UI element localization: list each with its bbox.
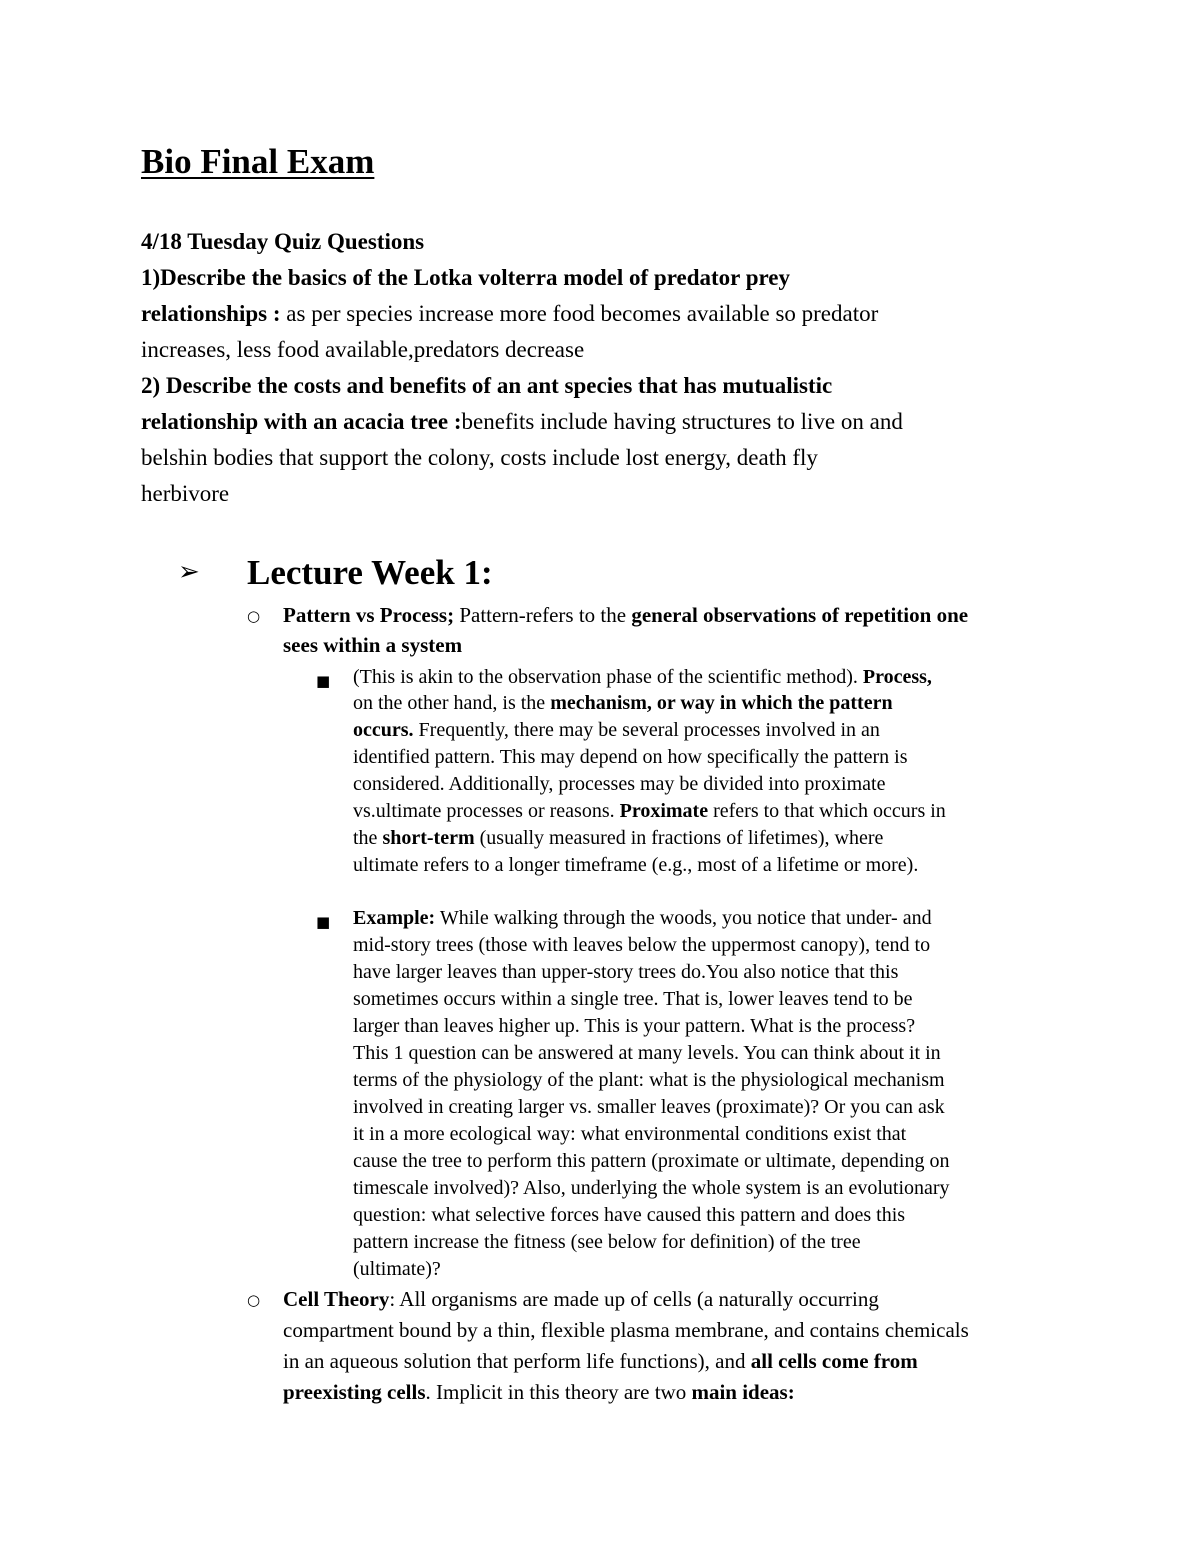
process-text-2: on the other hand, is the: [353, 692, 551, 714]
process-text-3: Frequently, there may be several processes involved in an: [413, 719, 880, 741]
cell-theory-term: Cell Theory: [283, 1287, 390, 1311]
process-text-7b: (usually measured in fractions of lifetimes), where: [474, 827, 884, 849]
main-ideas-term: main ideas:: [691, 1380, 795, 1404]
example-line-4: sometimes occurs within a single tree. That is, lower leaves tend to be: [353, 988, 913, 1010]
quiz-question-2-line-3: [141, 440, 818, 476]
example-line-12: question: what selective forces have caused this pattern and does this: [353, 1204, 906, 1226]
q2-answer-4: herbivore: [141, 481, 230, 506]
q2-text-1: 2) Describe the costs and benefits of an ant species that has mutualistic: [141, 373, 833, 398]
cell-theory-bold-4: preexisting cells: [283, 1380, 426, 1404]
pattern-text: Pattern-refers to the: [454, 603, 632, 627]
quiz-question-2-line-2: [141, 404, 903, 440]
pattern-line-1: [283, 603, 968, 628]
cell-theory-line-3: [283, 1349, 918, 1374]
lecture-heading: Lecture Week 1:: [247, 553, 493, 592]
quiz-question-1-line-3: [141, 332, 584, 368]
process-bold-3: occurs.: [353, 719, 414, 741]
process-text-1: (This is akin to the observation phase of the scientific method).: [353, 666, 863, 688]
circle-bullet-icon: ○: [247, 607, 261, 625]
process-line-4: identified pattern. This may depend on how specifically the pattern is: [353, 746, 908, 768]
arrow-bullet-icon: ➢: [178, 557, 200, 587]
example-line-10: cause the tree to perform this pattern (proximate or ultimate, depending on: [353, 1150, 950, 1172]
example-line-2: mid-story trees (those with leaves below the uppermost canopy), tend to: [353, 934, 931, 956]
example-line-7: terms of the physiology of the plant: what is the physiological mechanism: [353, 1069, 945, 1091]
example-line-6: This 1 question can be answered at many levels. You can think about it in: [353, 1042, 941, 1064]
square-bullet-icon: ■: [316, 913, 331, 931]
example-line-3: have larger leaves than upper-story trees do.You also notice that this: [353, 961, 899, 983]
quiz-heading: [141, 224, 424, 260]
quiz-heading-text: 4/18 Tuesday Quiz Questions: [141, 229, 425, 254]
quiz-question-1-line-1: [141, 260, 790, 296]
process-text-6: vs.ultimate processes or reasons.: [353, 800, 620, 822]
example-line-5: larger than leaves higher up. This is your pattern. What is the process?: [353, 1015, 916, 1037]
cell-theory-text-4: . Implicit in this theory are two: [425, 1380, 692, 1404]
q1-text-1: 1)Describe the basics of the Lotka volterra model of predator prey: [141, 265, 791, 290]
page-title: Bio Final Exam: [141, 142, 375, 181]
quiz-question-2-line-1: [141, 368, 832, 404]
cell-theory-line-1: [283, 1287, 879, 1312]
example-line-1: [353, 907, 932, 930]
square-bullet-icon: ■: [316, 672, 331, 690]
cell-theory-text-1: : All organisms are made up of cells (a naturally occurring: [389, 1287, 879, 1311]
short-term-term: short-term: [382, 827, 475, 849]
process-line-6: [353, 800, 946, 823]
pattern-line-2: [283, 633, 462, 658]
q1-answer-3: increases, less food available,predators decrease: [141, 337, 585, 362]
q2-answer-2: benefits include having structures to live on and: [461, 409, 903, 434]
q1-bold-2: relationships :: [141, 301, 281, 326]
example-text-1: While walking through the woods, you notice that under- and: [435, 907, 932, 929]
example-line-11: timescale involved)? Also, underlying the whole system is an evolutionary: [353, 1177, 950, 1199]
process-line-1: [353, 666, 932, 689]
cell-theory-line-4: [283, 1380, 795, 1405]
circle-bullet-icon: ○: [247, 1291, 261, 1309]
example-line-8: involved in creating larger vs. smaller leaves (proximate)? Or you can ask: [353, 1096, 945, 1118]
process-line-3: [353, 719, 880, 742]
example-line-14: (ultimate)?: [353, 1258, 441, 1280]
quiz-question-2-line-4: [141, 476, 229, 512]
process-text-7: the: [353, 827, 383, 849]
process-line-7: [353, 827, 883, 850]
pattern-term: Pattern vs Process;: [283, 603, 455, 627]
q2-answer-3: belshin bodies that support the colony, costs include lost energy, death fly: [141, 445, 818, 470]
cell-theory-text-3: in an aqueous solution that perform life functions), and: [283, 1349, 751, 1373]
process-line-8: ultimate refers to a longer timeframe (e.g., most of a lifetime or more).: [353, 854, 919, 876]
pattern-definition-bold: general observations of repetition one: [631, 603, 969, 627]
cell-theory-bold-3: all cells come from: [750, 1349, 918, 1373]
pattern-definition-bold-2: sees within a system: [283, 633, 463, 657]
example-line-13: pattern increase the fitness (see below for definition) of the tree: [353, 1231, 861, 1253]
process-text-6b: refers to that which occurs in: [708, 800, 946, 822]
quiz-question-1-line-2: [141, 296, 878, 332]
process-term: Process,: [862, 666, 932, 688]
example-term: Example:: [353, 907, 436, 929]
proximate-term: Proximate: [619, 800, 709, 822]
cell-theory-line-2: compartment bound by a thin, flexible plasma membrane, and contains chemicals: [283, 1318, 969, 1342]
q2-bold-2: relationship with an acacia tree :: [141, 409, 462, 434]
q1-answer-2: as per species increase more food becomes available so predator: [280, 301, 879, 326]
process-bold-2: mechanism, or way in which the pattern: [550, 692, 893, 714]
process-line-5: considered. Additionally, processes may be divided into proximate: [353, 773, 886, 795]
example-line-9: it in a more ecological way: what environmental conditions exist that: [353, 1123, 907, 1145]
process-line-2: [353, 692, 893, 715]
